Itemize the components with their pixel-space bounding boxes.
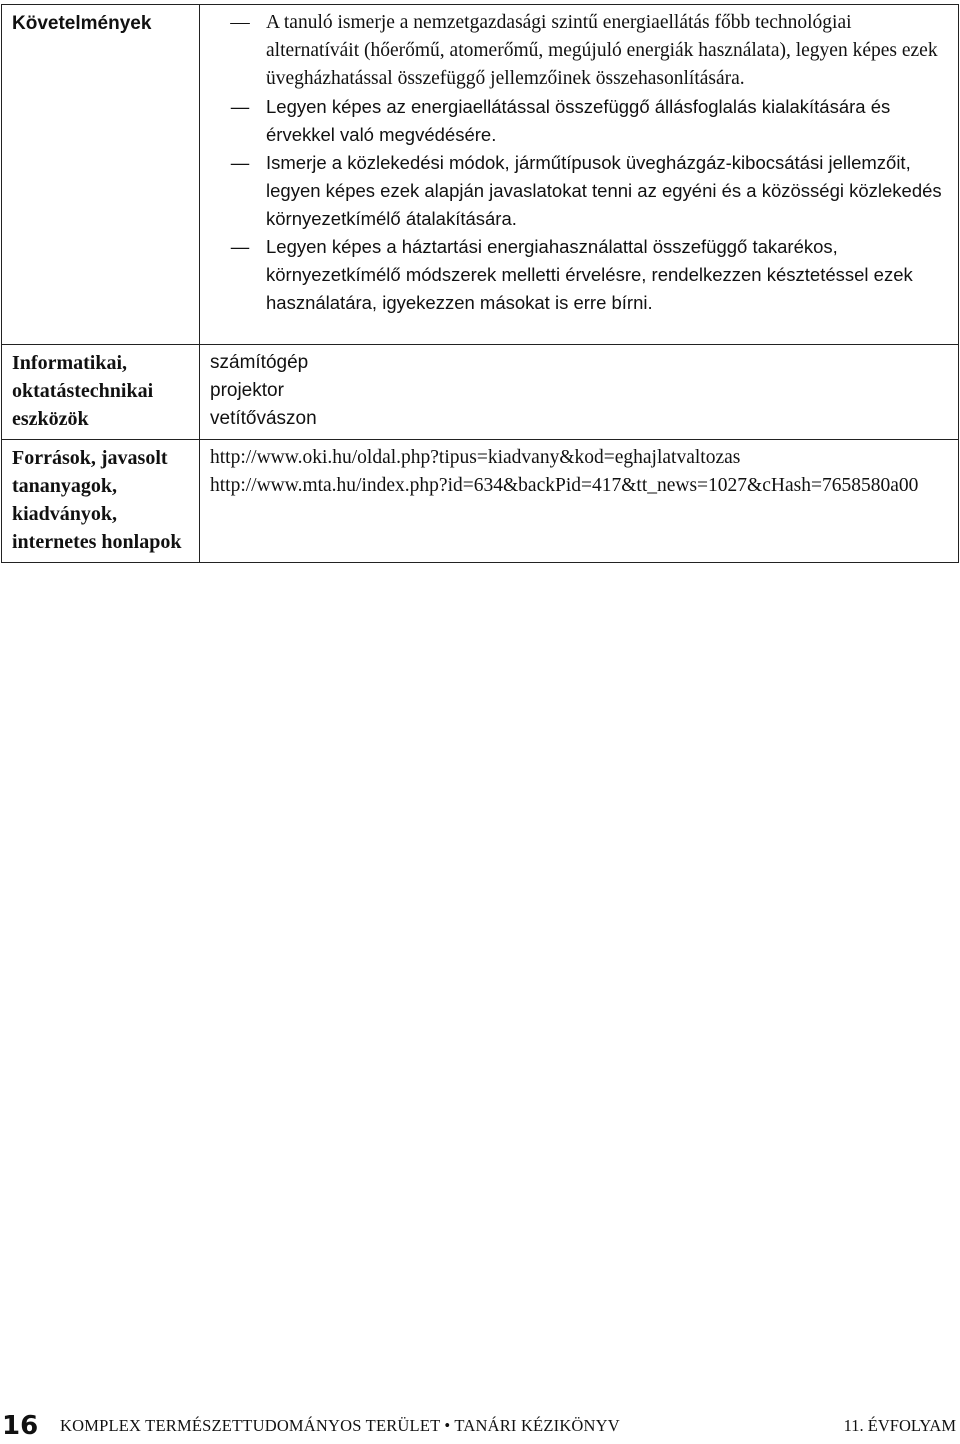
requirements-row (2, 5, 959, 345)
footer-year: 11. ÉVFOLYAM (843, 1416, 956, 1435)
requirement-item: — Legyen képes az energiaellátással összefüggő állásfoglalás kialakítására és érvekkel való megvédésére. (210, 93, 948, 149)
dash-bullet-icon: — (230, 96, 250, 117)
tools-label (2, 345, 200, 440)
sources-content (200, 440, 959, 563)
source-link[interactable]: http://www.mta.hu/index.php?id=634&backPid=417&tt_news=1027&cHash=7658580a00 (210, 475, 919, 496)
page-footer (0, 1412, 960, 1440)
tools-label-text: Informatikai, oktatástechnikai eszközök (12, 352, 154, 430)
tools-list (210, 349, 948, 433)
curriculum-table (1, 4, 959, 563)
sources-label (2, 440, 200, 563)
tool-item: vetítővászon (210, 408, 317, 429)
requirements-list (210, 9, 948, 317)
dash-bullet-icon: — (230, 236, 250, 257)
footer-title: KOMPLEX TERMÉSZETTUDOMÁNYOS TERÜLET • TANÁRI KÉZIKÖNYV (60, 1416, 620, 1435)
source-link[interactable]: http://www.oki.hu/oldal.php?tipus=kiadvany&kod=eghajlatvaltozas (210, 447, 741, 468)
tools-row (2, 345, 959, 440)
sources-list (210, 444, 948, 500)
requirements-content (200, 5, 959, 345)
requirement-item: — A tanuló ismerje a nemzetgazdasági szintű energiaellátás főbb technológiai alternatíváit (hőerőmű, atomerőmű, megújuló energiák használata), legyen képes ezek üvegházhatással összefüggő jellemzőinek összehasonlítására. (210, 9, 948, 93)
requirement-item: — Legyen képes a háztartási energiahasználattal összefüggő takarékos, környezetkímélő módszerek melletti érvelésre, rendelkezzen késztetéssel ezek használatára, igyekezzen másokat is erre bírni. (210, 233, 948, 317)
dash-bullet-icon: — (230, 12, 250, 33)
dash-bullet-icon: — (230, 152, 250, 173)
tool-item: projektor (210, 380, 284, 401)
tools-content (200, 345, 959, 440)
sources-label-text: Források, javasolt tananyagok, kiadványok, internetes honlapok (12, 447, 182, 553)
requirements-label (2, 5, 200, 345)
page-number: 16 (2, 1411, 39, 1441)
tool-item: számítógép (210, 352, 309, 373)
requirements-label-text: Követelmények (12, 13, 152, 34)
sources-row (2, 440, 959, 563)
requirement-item: — Ismerje a közlekedési módok, járműtípusok üvegházgáz-kibocsátási jellemzőit, legyen képes ezek alapján javaslatokat tenni az egyéni és a közösségi közlekedés környezetkímélő átalakítására. (210, 149, 948, 233)
